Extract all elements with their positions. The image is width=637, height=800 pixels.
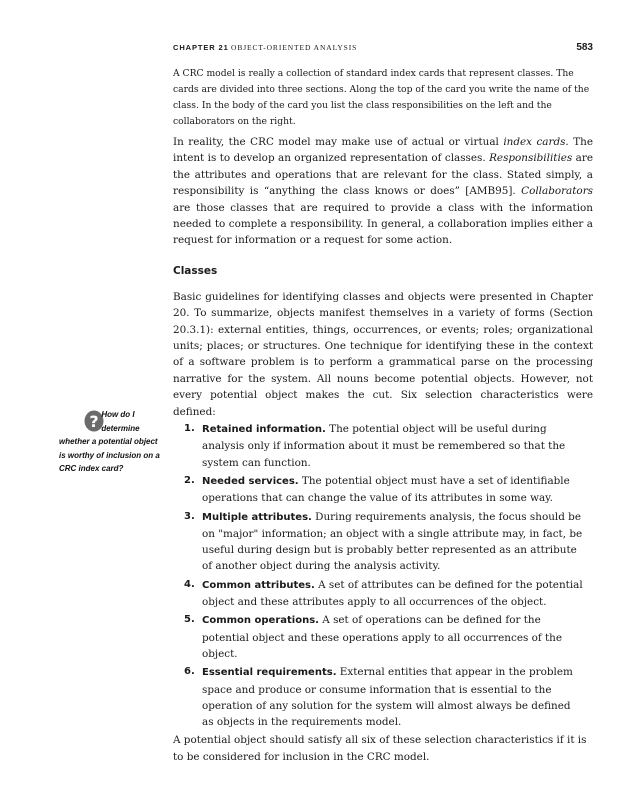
page-number: 583 (576, 42, 593, 53)
margin-note-line2: determine (101, 422, 140, 433)
margin-note-rest: whether a potential object is worthy of inclusion on a CRC index card? (59, 436, 160, 474)
classes-guidelines-paragraph: Basic guidelines for identifying classes and objects were presented in Chapter 20. To summarize, objects manifest themselves in a variety of forms (Section 20.3.1): external entities, things, occurrences, or events; roles; organizational units; places; or structures. One technique for identifying these in the context of a software problem is to perform a grammatical parse on the processing narrative for the system. All nouns become potential objects. However, not every potential object makes the cut. Six selection characteristics were defined: (173, 290, 593, 418)
margin-note-text (59, 408, 162, 476)
selection-characteristics-list (173, 421, 593, 730)
chapter-label: CHAPTER 21 (173, 43, 229, 52)
page-body (173, 66, 593, 765)
italic-term: index cards. (503, 136, 569, 148)
closing-paragraph: A potential object should satisfy all six of these selection characteristics if it is to be considered for inclusion in the CRC model. (173, 734, 587, 763)
svg-text:?: ? (89, 412, 99, 431)
list-item: 1. Retained information. The potential object will be useful during analysis only if information about it must be remembered so that the system can function. (184, 423, 566, 469)
chapter-title: OBJECT-ORIENTED ANALYSIS (231, 43, 358, 52)
text-run: are those classes that are required to provide a class with the information needed to complete a responsibility. In general, a collaboration implies either a request for information or a request for some action. (173, 201, 593, 247)
italic-term: Collaborators (521, 185, 593, 198)
text-run: are the attributes and operations that are relevant for the class. Stated simply, a responsibility is “anything the class knows or does” [AMB95]. (173, 152, 593, 198)
crc-cards-paragraph (173, 134, 593, 249)
running-header (173, 42, 593, 56)
list-item: 6. Essential requirements. External entities that appear in the problem space and produce or consume information that is essential to the operation of any solution for the system will almost always be defined as objects in the requirements model. (184, 666, 573, 729)
italic-term: Responsibilities (489, 152, 573, 165)
list-item: 2. Needed services. The potential object must have a set of identifiable operations that can change the value of its attributes in some way. (184, 474, 570, 505)
list-item: 4. Common attributes. A set of attributes can be defined for the potential object and these attributes apply to all occurrences of the object. (184, 578, 583, 609)
list-item: 5. Common operations. A set of operations can be defined for the potential object and these operations apply to all occurrences of the object. (184, 614, 563, 660)
text-run: The intent is to develop an organized representation of classes. (173, 136, 594, 165)
text-run: In reality, the CRC model may make use of actual or virtual (173, 136, 504, 148)
margin-note-line1: How do I (101, 409, 135, 419)
list-item: 3. Multiple attributes. During requirements analysis, the focus should be on "major" information; an object with a single attribute may, in fact, be useful during design but is probably better represented as an attribute of another object during the analysis activity. (184, 510, 583, 573)
margin-note (59, 408, 164, 476)
section-heading-classes: Classes (173, 264, 218, 277)
crc-intro-paragraph: A CRC model is really a collection of standard index cards that represent classes. The cards are divided into three sections. Along the top of the card you write the name of the class. In the body of the card you list the class responsibilities on the left and the collaborators on the right. (173, 68, 590, 127)
